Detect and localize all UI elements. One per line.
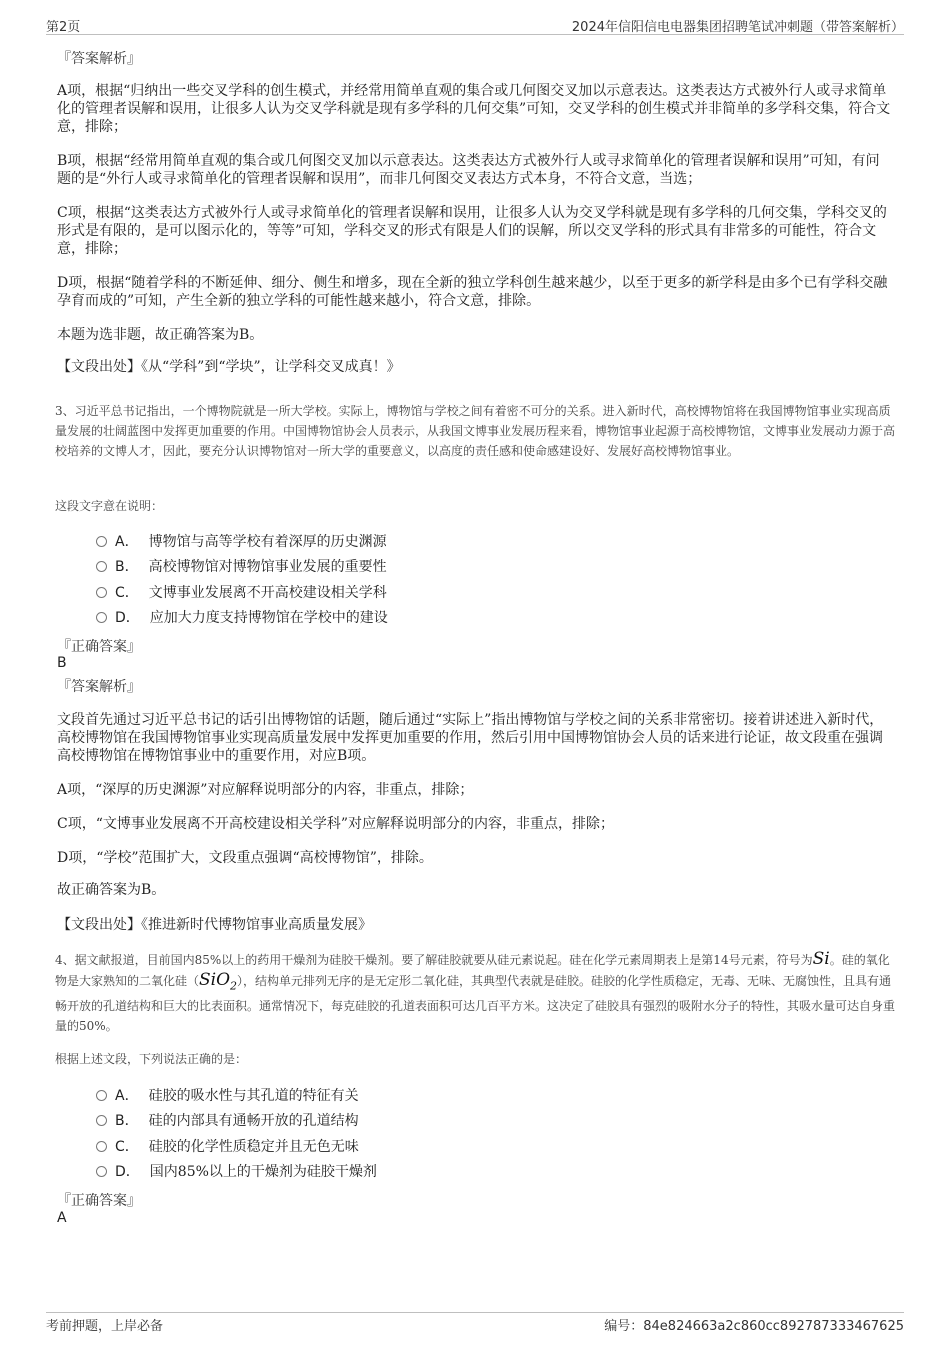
sio2-formula: SiO$_2$ (199, 970, 238, 993)
page-number: 第2页 (46, 20, 81, 35)
q4-option-a[interactable]: A． 硅胶的吸水性与其孔道的特征有关 (96, 1085, 359, 1105)
q3-option-a[interactable]: A． 博物馆与高等学校有着深厚的历史渊源 (96, 531, 387, 551)
q3-option-c[interactable]: C． 文博事业发展离不开高校建设相关学科 (96, 582, 387, 602)
radio-icon[interactable] (96, 561, 107, 572)
footer-slogan: 考前押题，上岸必备 (46, 1319, 164, 1334)
q4-stem: 4、据文献报道，目前国内85%以上的药用干燥剂为硅胶干燥剂。要了解硅胶就要从硅元素说起。硅在化学元素周期表上是第14号元素，符号为Si。硅的氧化物是大家熟知的二氧化硅（SiO$_2$），结构单元排列无序的是无定形二氧化硅，其典型代表就是硅胶。硅胶的化学性质稳定，无毒、无味、无腐蚀性，且具有通畅开放的孔道结构和巨大的比表面积。通常情况下，每克硅胶的孔道表面积可达几百平方米。这决定了硅胶具有强烈的吸附水分子的特性，其吸水量可达自身重量的50%。 (55, 949, 896, 1034)
q3-prompt: 这段文字意在说明： (55, 499, 164, 513)
q3-correct-label: 『正确答案』 (57, 639, 141, 655)
page-footer (46, 1312, 904, 1335)
q2-analysis-a: A项，根据“归纳出一些交叉学科的创生模式，并经常用简单直观的集合或几何图交叉加以示意表达。这类表达方式被外行人或寻求简单化的管理者误解和误用，让很多人认为交叉学科就是现有多学科的几何交集”可知，交叉学科的创生模式并非简单的多学科交集，符合文意，排除； (57, 83, 891, 135)
radio-icon[interactable] (96, 612, 107, 623)
q2-conclusion: 本题为选非题，故正确答案为B。 (57, 327, 264, 343)
q2-analysis-label: 『答案解析』 (57, 51, 141, 67)
q3-stem: 3、习近平总书记指出，一个博物院就是一所大学校。实际上，博物馆与学校之间有着密不可分的关系。进入新时代，高校博物馆将在我国博物馆事业实现高质量发展的壮阔蓝图中发挥更加重要的作用。中国博物馆协会人员表示，从我国文博事业发展历程来看，博物馆事业起源于高校博物馆，文博事业发展动力源于高校培养的文博人才，因此，要充分认识博物馆对一所大学的重要意义，以高度的责任感和使命感建设好、发展好高校博物馆事业。 (55, 404, 896, 458)
document-code: 编号：84e824663a2c860cc892787333467625 (604, 1319, 904, 1334)
q2-source: 【文段出处】《从“学科”到“学块”，让学科交叉成真！》 (57, 359, 401, 375)
q3-analysis-d: D项，“学校”范围扩大，文段重点强调“高校博物馆”，排除。 (57, 850, 433, 866)
q2-analysis-d: D项，根据“随着学科的不断延伸、细分、侧生和增多，现在全新的独立学科创生越来越少，以至于更多的新学科是由多个已有学科交融孕育而成的”可知，产生全新的独立学科的可能性越来越小，符合文意，排除。 (57, 275, 888, 309)
q3-option-d[interactable]: D． 应加大力度支持博物馆在学校中的建设 (96, 607, 388, 627)
q3-option-b[interactable]: B． 高校博物馆对博物馆事业发展的重要性 (96, 556, 387, 576)
radio-icon[interactable] (96, 587, 107, 598)
q4-answer: A (57, 1210, 67, 1226)
document-title: 2024年信阳信电电器集团招聘笔试冲刺题（带答案解析） (571, 20, 904, 35)
q2-analysis-b: B项，根据“经常用简单直观的集合或几何图交叉加以示意表达。这类表达方式被外行人或寻求简单化的管理者误解和误用”可知，有问题的是“外行人或寻求简单化的管理者误解和误用”，而非几何图交叉表达方式本身，不符合文意，当选； (57, 153, 880, 187)
q3-conclusion: 故正确答案为B。 (57, 882, 166, 898)
q4-option-b[interactable]: B． 硅的内部具有通畅开放的孔道结构 (96, 1110, 359, 1130)
radio-icon[interactable] (96, 1141, 107, 1152)
q3-analysis-c: C项，“文博事业发展离不开高校建设相关学科”对应解释说明部分的内容，非重点，排除； (57, 816, 615, 832)
q3-analysis-a: A项，“深厚的历史渊源”对应解释说明部分的内容，非重点，排除； (57, 782, 474, 798)
q4-option-c[interactable]: C． 硅胶的化学性质稳定并且无色无味 (96, 1136, 359, 1156)
q3-source: 【文段出处】《推进新时代博物馆事业高质量发展》 (57, 917, 372, 933)
q4-correct-label: 『正确答案』 (57, 1193, 141, 1209)
radio-icon[interactable] (96, 1166, 107, 1177)
q3-analysis-label: 『答案解析』 (57, 679, 141, 695)
radio-icon[interactable] (96, 1090, 107, 1101)
si-symbol: Si (812, 949, 830, 969)
page-header (46, 12, 904, 35)
q3-analysis-main: 文段首先通过习近平总书记的话引出博物馆的话题，随后通过“实际上”指出博物馆与学校之间的关系非常密切。接着讲述进入新时代，高校博物馆在我国博物馆事业实现高质量发展中发挥更加重要的作用，然后引用中国博物馆协会人员的话来进行论证，故文段重在强调高校博物馆在博物馆事业中的重要作用，对应B项。 (57, 712, 884, 764)
q4-prompt: 根据上述文段，下列说法正确的是： (55, 1052, 248, 1066)
radio-icon[interactable] (96, 1115, 107, 1126)
q3-answer: B (57, 655, 67, 671)
q2-analysis-c: C项，根据“这类表达方式被外行人或寻求简单化的管理者误解和误用，让很多人认为交叉学科就是现有多学科的几何交集，学科交叉的形式是有限的，是可以图示化的，等等”可知，学科交叉的形式有限是人们的误解，所以交叉学科的形式具有非常多的可能性，符合文意，排除； (57, 205, 887, 257)
radio-icon[interactable] (96, 536, 107, 547)
q4-option-d[interactable]: D． 国内85%以上的干燥剂为硅胶干燥剂 (96, 1161, 377, 1181)
